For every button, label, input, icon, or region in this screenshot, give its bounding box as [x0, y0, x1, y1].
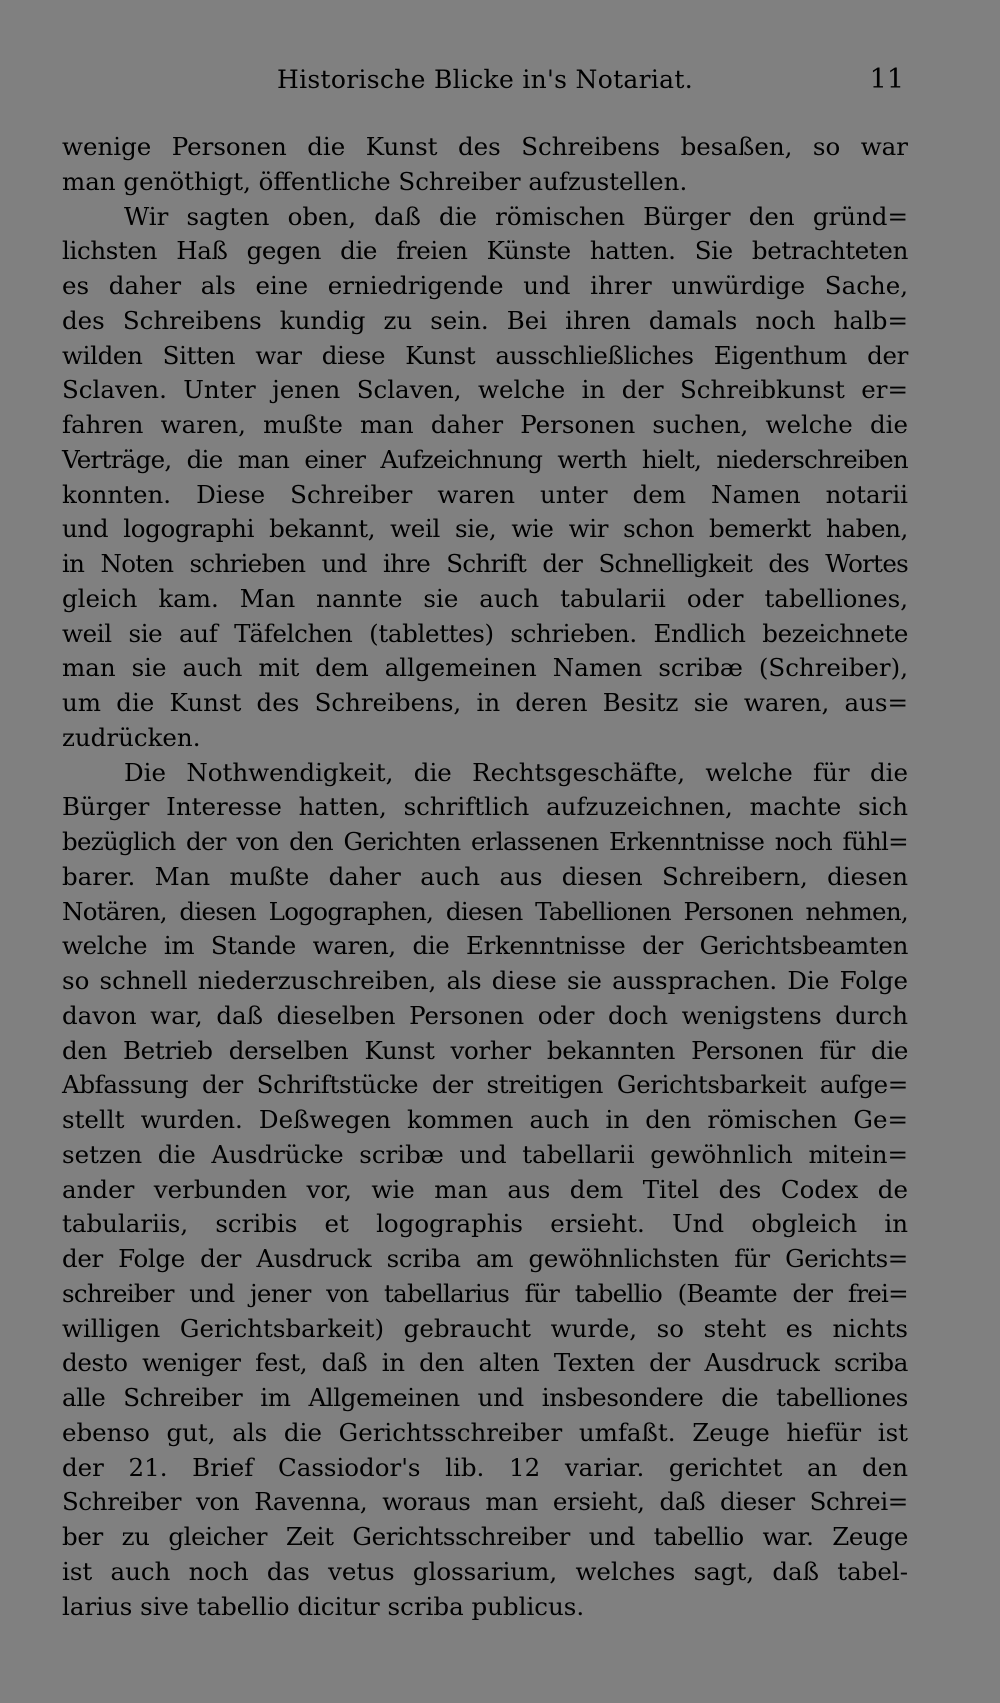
text-line: bezüglich der von den Gerichten erlassenen Erkenntnisse noch fühl= — [62, 827, 908, 856]
running-title: Historische Blicke in's Notariat. — [277, 65, 693, 94]
text-line: gleich kam. Man nannte sie auch tabularii oder tabelliones, — [62, 583, 908, 613]
text-line: des Schreibens kundig zu sein. Bei ihren damals noch halb= — [62, 305, 908, 335]
text-line: es daher als eine erniedrigende und ihrer unwürdige Sache, — [62, 271, 908, 300]
text-line: alle Schreiber im Allgemeinen und insbesondere die tabelliones — [62, 1383, 908, 1412]
text-line: zudrücken. — [62, 722, 201, 752]
text-line: Schreiber von Ravenna, woraus man ersieht, daß dieser Schrei= — [62, 1487, 908, 1517]
text-line: desto weniger fest, daß in den alten Texten der Ausdruck scriba — [62, 1348, 908, 1378]
text-line: setzen die Ausdrücke scribæ und tabellarii gewöhnlich mitein= — [62, 1139, 908, 1169]
text-line: ebenso gut, als die Gerichtsschreiber umfaßt. Zeuge hiefür ist — [62, 1417, 908, 1447]
text-line: davon war, daß dieselben Personen oder doch wenigstens durch — [62, 1000, 908, 1030]
text-line: barer. Man mußte daher auch aus diesen Schreibern, diesen — [62, 861, 908, 891]
text-line: schreiber und jener von tabellarius für tabellio (Beamte der frei= — [62, 1278, 908, 1308]
text-line: tabulariis, scribis et logographis ersieht. Und obgleich in — [62, 1209, 908, 1239]
text-line: ist auch noch das vetus glossarium, welches sagt, daß tabel- — [62, 1556, 908, 1586]
text-line: und logographi bekannt, weil sie, wie wir schon bemerkt haben, — [62, 514, 908, 544]
text-line: der 21. Brief Cassiodor's lib. 12 variar. gerichtet an den — [62, 1452, 908, 1482]
text-line: ber zu gleicher Zeit Gerichtsschreiber und tabellio war. Zeuge — [62, 1522, 908, 1551]
text-line: wilden Sitten war diese Kunst ausschließliches Eigenthum der — [62, 340, 908, 370]
text-line: der Folge der Ausdruck scriba am gewöhnlichsten für Gerichts= — [62, 1244, 908, 1273]
text-line: konnten. Diese Schreiber waren unter dem Namen notarii — [62, 479, 908, 509]
text-line: weil sie auf Täfelchen (tablettes) schrieben. Endlich bezeichnete — [62, 618, 908, 648]
text-line: in Noten schrieben und ihre Schrift der Schnelligkeit des Wortes — [62, 549, 908, 578]
text-line: Notären, diesen Logographen, diesen Tabellionen Personen nehmen, — [62, 896, 908, 926]
body-text — [62, 130, 908, 1624]
page-number: 11 — [869, 64, 904, 95]
text-line: lichsten Haß gegen die freien Künste hatten. Sie betrachteten — [62, 236, 908, 266]
paragraph-first-line: Wir sagten oben, daß die römischen Bürger den gründ= — [124, 201, 908, 231]
text-line: welche im Stande waren, die Erkenntnisse der Gerichtsbeamten — [62, 931, 908, 961]
text-line: fahren waren, mußte man daher Personen suchen, welche die — [62, 410, 908, 439]
text-line: ander verbunden vor, wie man aus dem Titel des Codex de — [62, 1174, 908, 1204]
text-line: Verträge, die man einer Aufzeichnung werth hielt, niederschreiben — [62, 444, 908, 474]
text-line: um die Kunst des Schreibens, in deren Besitz sie waren, aus= — [62, 688, 908, 717]
text-line: Sclaven. Unter jenen Sclaven, welche in der Schreibkunst er= — [62, 375, 908, 405]
text-line: larius sive tabellio dicitur scriba publicus. — [62, 1591, 585, 1621]
page-header — [62, 62, 908, 102]
text-line: den Betrieb derselben Kunst vorher bekannten Personen für die — [62, 1035, 908, 1065]
text-line: Bürger Interesse hatten, schriftlich aufzuzeichnen, machte sich — [62, 792, 908, 822]
text-line: so schnell niederzuschreiben, als diese sie aussprachen. Die Folge — [62, 966, 908, 995]
text-line: man genöthigt, öffentliche Schreiber aufzustellen. — [62, 166, 688, 196]
paragraph-first-line: Die Nothwendigkeit, die Rechtsgeschäfte, welche für die — [124, 757, 908, 787]
text-line: Abfassung der Schriftstücke der streitigen Gerichtsbarkeit aufge= — [62, 1070, 908, 1100]
text-line: man sie auch mit dem allgemeinen Namen scribæ (Schreiber), — [62, 653, 908, 683]
text-line: stellt wurden. Deßwegen kommen auch in den römischen Ge= — [62, 1105, 908, 1134]
text-line: willigen Gerichtsbarkeit) gebraucht wurde, so steht es nichts — [62, 1313, 908, 1343]
text-line: wenige Personen die Kunst des Schreibens besaßen, so war — [62, 132, 908, 161]
